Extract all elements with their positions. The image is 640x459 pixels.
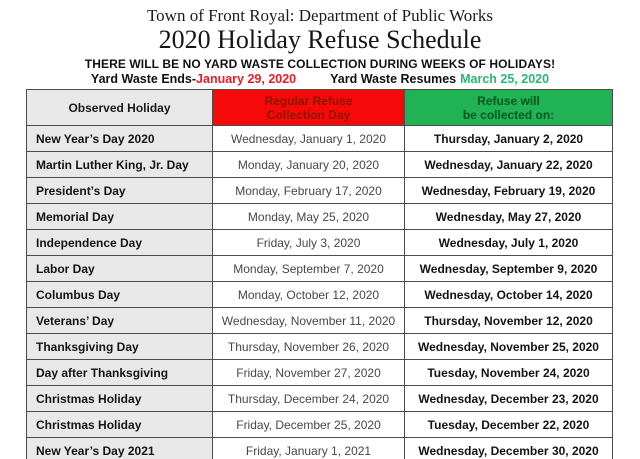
- holiday-name-cell: President’s Day: [27, 178, 213, 204]
- regular-collection-day-cell: Friday, January 1, 2021: [213, 438, 405, 459]
- table-row: [27, 178, 613, 204]
- regular-collection-day-cell: Friday, November 27, 2020: [213, 360, 405, 386]
- holiday-name-cell: Columbus Day: [27, 282, 213, 308]
- holiday-name-cell: Independence Day: [27, 230, 213, 256]
- yard-waste-ends-date: January 29, 2020: [196, 72, 297, 86]
- collected-on-day-cell: Tuesday, December 22, 2020: [405, 412, 613, 438]
- regular-collection-day-cell: Monday, May 25, 2020: [213, 204, 405, 230]
- regular-refuse-header: [213, 90, 405, 126]
- collected-on-day-cell: Wednesday, November 25, 2020: [405, 334, 613, 360]
- holiday-name-cell: Veterans’ Day: [27, 308, 213, 334]
- holiday-name-cell: Labor Day: [27, 256, 213, 282]
- collected-on-day-cell: Thursday, November 12, 2020: [405, 308, 613, 334]
- holiday-name-cell: Martin Luther King, Jr. Day: [27, 152, 213, 178]
- yard-waste-ends-label: Yard Waste Ends-: [90, 72, 197, 86]
- table-row: [27, 230, 613, 256]
- table-row: [27, 438, 613, 459]
- collected-on-header: [405, 90, 613, 126]
- collected-on-day-cell: Tuesday, November 24, 2020: [405, 360, 613, 386]
- observed-holiday-header: Observed Holiday: [27, 90, 213, 126]
- collected-on-day-cell: Wednesday, December 23, 2020: [405, 386, 613, 412]
- holiday-name-cell: Day after Thanksgiving: [27, 360, 213, 386]
- header-row: [27, 90, 613, 126]
- regular-collection-day-cell: Thursday, December 24, 2020: [213, 386, 405, 412]
- schedule-table-body: [27, 126, 613, 459]
- regular-collection-day-cell: Monday, September 7, 2020: [213, 256, 405, 282]
- collected-on-header-line1: Refuse will: [477, 93, 540, 108]
- regular-refuse-header-line2: Collection Day: [266, 107, 351, 122]
- holiday-name-cell: Thanksgiving Day: [27, 334, 213, 360]
- schedule-table-header: [27, 90, 613, 126]
- collected-on-day-cell: Wednesday, September 9, 2020: [405, 256, 613, 282]
- yard-waste-resumes-date: March 25, 2020: [460, 72, 550, 86]
- collected-on-day-cell: Thursday, January 2, 2020: [405, 126, 613, 152]
- collected-on-day-cell: Wednesday, July 1, 2020: [405, 230, 613, 256]
- collected-on-day-cell: Wednesday, October 14, 2020: [405, 282, 613, 308]
- table-row: [27, 386, 613, 412]
- table-row: [27, 126, 613, 152]
- table-row: [27, 334, 613, 360]
- table-row: [27, 412, 613, 438]
- collected-on-day-cell: Wednesday, February 19, 2020: [405, 178, 613, 204]
- collected-on-header-line2: be collected on:: [462, 107, 555, 122]
- regular-collection-day-cell: Monday, February 17, 2020: [213, 178, 405, 204]
- yard-waste-warning: THERE WILL BE NO YARD WASTE COLLECTION DURING WEEKS OF HOLIDAYS!: [84, 57, 556, 71]
- regular-collection-day-cell: Wednesday, November 11, 2020: [213, 308, 405, 334]
- regular-collection-day-cell: Monday, October 12, 2020: [213, 282, 405, 308]
- table-row: [27, 360, 613, 386]
- holiday-name-cell: New Year’s Day 2021: [27, 438, 213, 459]
- collected-on-day-cell: Wednesday, December 30, 2020: [405, 438, 613, 459]
- table-row: [27, 256, 613, 282]
- yard-waste-dates-line: [0, 72, 640, 87]
- page-header: [0, 0, 640, 87]
- regular-refuse-header-line1: Regular Refuse: [264, 93, 353, 108]
- table-row: [27, 152, 613, 178]
- refuse-schedule-table: [26, 89, 613, 459]
- regular-collection-day-cell: Wednesday, January 1, 2020: [213, 126, 405, 152]
- regular-collection-day-cell: Monday, January 20, 2020: [213, 152, 405, 178]
- table-row: [27, 308, 613, 334]
- collected-on-day-cell: Wednesday, May 27, 2020: [405, 204, 613, 230]
- table-row: [27, 282, 613, 308]
- yard-waste-resumes-label: Yard Waste Resumes: [330, 72, 457, 86]
- regular-collection-day-cell: Friday, July 3, 2020: [213, 230, 405, 256]
- regular-collection-day-cell: Friday, December 25, 2020: [213, 412, 405, 438]
- regular-collection-day-cell: Thursday, November 26, 2020: [213, 334, 405, 360]
- collected-on-day-cell: Wednesday, January 22, 2020: [405, 152, 613, 178]
- table-row: [27, 204, 613, 230]
- page-title: 2020 Holiday Refuse Schedule: [158, 25, 482, 54]
- department-title: Town of Front Royal: Department of Public Works: [146, 6, 494, 25]
- holiday-name-cell: Christmas Holiday: [27, 412, 213, 438]
- holiday-name-cell: Christmas Holiday: [27, 386, 213, 412]
- holiday-name-cell: Memorial Day: [27, 204, 213, 230]
- holiday-name-cell: New Year’s Day 2020: [27, 126, 213, 152]
